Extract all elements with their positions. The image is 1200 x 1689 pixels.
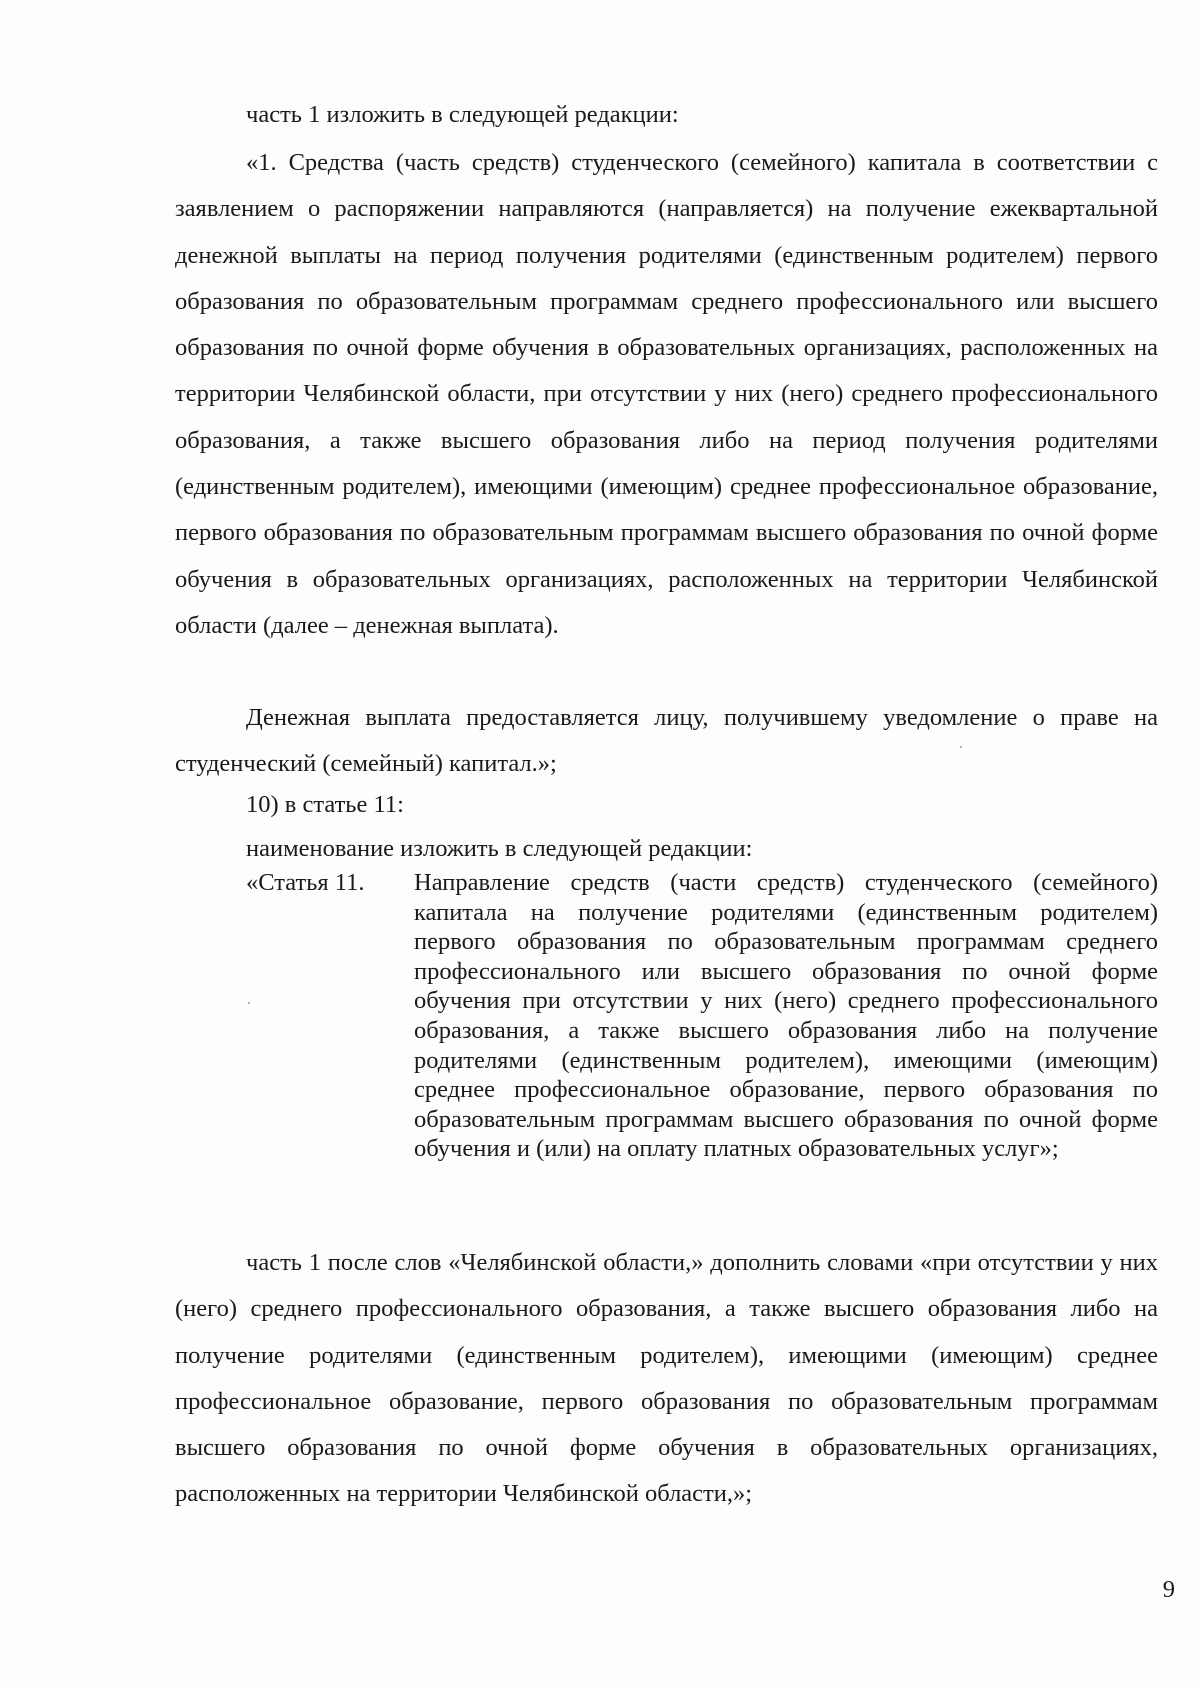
article-label: «Статья 11. — [246, 869, 365, 896]
clause-1-paragraph: «1. Средства (часть средств) студенческого (семейного) капитала в соответствии с заявлением о распоряжении направляются (направляется) на получение ежеквартальной денежной выплаты на период получения родителями (единственным родителем) первого образования по образовательным программам среднего профессионального или высшего образования по очной форме обучения в образовательных организациях, расположенных на территории Челябинской области, при отсутствии у них (него) среднего профессионального образования, а также высшего образования либо на период получения родителями (единственным родителем), имеющими (имеющим) среднее профессиональное образование, первого образования по образовательным программам высшего образования по очной форме обучения в образовательных организациях, расположенных на территории Челябинской области (далее – денежная выплата). — [175, 149, 1158, 639]
page-number: 9 — [1162, 1576, 1175, 1603]
item-10-line: 10) в статье 11: — [246, 791, 404, 818]
name-intro-line: наименование изложить в следующей редакции: — [246, 835, 753, 862]
payment-note-paragraph: Денежная выплата предоставляется лицу, получившему уведомление о праве на студенческий (семейный) капитал.»; — [175, 704, 1158, 778]
scan-speck — [248, 1002, 250, 1004]
intro-line: часть 1 изложить в следующей редакции: — [246, 101, 679, 128]
article-title: Направление средств (части средств) студенческого (семейного) капитала на получение родителями (единственным родителем) первого образования по образовательным программам среднего профессионального или высшего образования по очной форме обучения при отсутствии у них (него) среднего профессионального образования, а также высшего образования либо на получение родителями (единственным родителем), имеющими (имеющим) среднее профессиональное образование, первого образования по образовательным программам высшего образования по очной форме обучения и (или) на оплату платных образовательных услуг»; — [414, 869, 1158, 1163]
part-1-amendment-paragraph: часть 1 после слов «Челябинской области,» дополнить словами «при отсутствии у них (него) среднего профессионального образования, а также высшего образования либо на получение родителями (единственным родителем), имеющими (имеющим) среднее профессиональное образование, первого образования по образовательным программам высшего образования по очной форме обучения в образовательных организациях, расположенных на территории Челябинской области,»; — [175, 1249, 1158, 1508]
scan-speck — [960, 746, 962, 748]
